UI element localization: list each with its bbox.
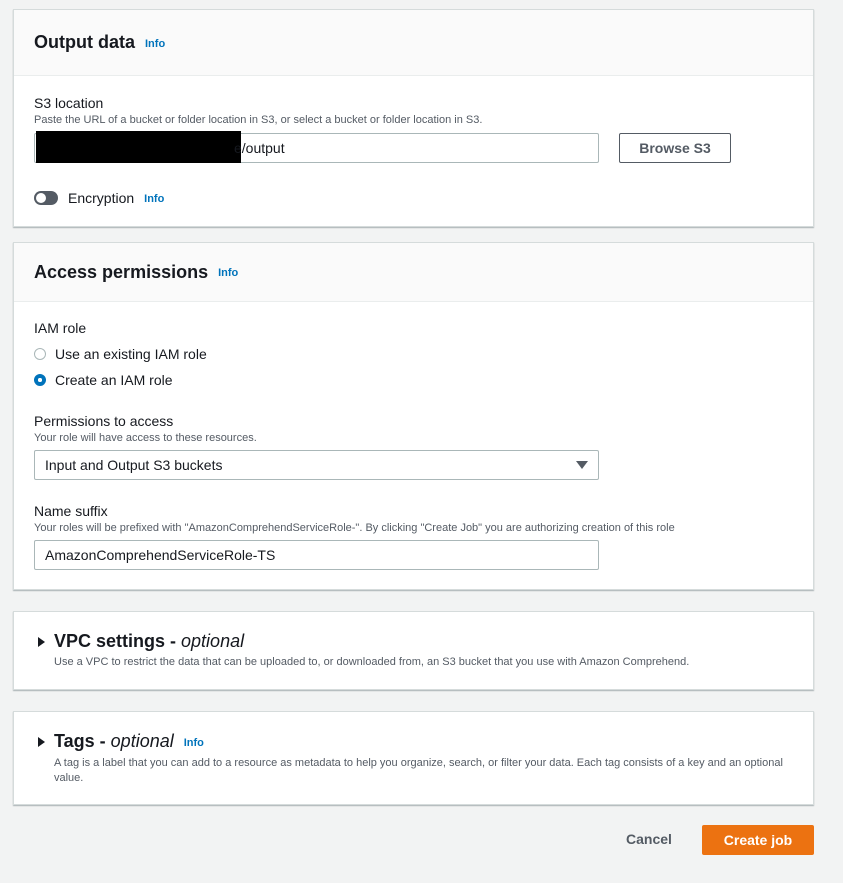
redaction-block bbox=[36, 131, 241, 163]
cancel-button[interactable]: Cancel bbox=[626, 831, 672, 847]
tags-desc: A tag is a label that you can add to a resource as metadata to help you organize, search, or filter your data. Each tag consists of a key and an optional value. bbox=[54, 757, 783, 784]
tags-info-link[interactable]: Info bbox=[183, 736, 204, 749]
access-permissions-panel bbox=[13, 242, 814, 590]
tags-panel bbox=[13, 711, 814, 805]
caret-down-icon bbox=[576, 461, 588, 469]
tags-optional: optional bbox=[110, 731, 174, 751]
iam-role-label: IAM role bbox=[34, 320, 87, 336]
name-suffix-desc: Your roles will be prefixed with "AmazonComprehendServiceRole-". By clicking "Create Job" you are authorizing creation of this role bbox=[34, 522, 675, 534]
output-data-panel bbox=[13, 9, 814, 227]
name-suffix-value: AmazonComprehendServiceRole-TS bbox=[45, 547, 276, 563]
vpc-settings-panel bbox=[13, 611, 814, 690]
browse-s3-button[interactable]: Browse S3 bbox=[619, 133, 731, 163]
output-data-title: Output data bbox=[34, 32, 135, 52]
caret-right-icon bbox=[38, 737, 45, 747]
tags-title bbox=[54, 731, 174, 752]
vpc-settings-desc: Use a VPC to restrict the data that can be uploaded to, or downloaded from, an S3 bucket that you use with Amazon Comprehend. bbox=[54, 656, 690, 668]
s3-location-label: S3 location bbox=[34, 95, 104, 111]
s3-location-desc: Paste the URL of a bucket or folder location in S3, or select a bucket or folder location in S3. bbox=[34, 114, 483, 126]
access-permissions-header bbox=[14, 243, 813, 302]
encryption-label: Encryption bbox=[68, 190, 135, 206]
access-permissions-info-link[interactable]: Info bbox=[218, 267, 239, 279]
access-permissions-title: Access permissions bbox=[34, 261, 209, 282]
vpc-settings-optional: optional bbox=[181, 631, 245, 651]
permissions-select-value: Input and Output S3 buckets bbox=[45, 457, 223, 473]
output-data-header bbox=[14, 10, 813, 76]
encryption-toggle[interactable] bbox=[34, 191, 58, 205]
tags-expander[interactable] bbox=[38, 731, 204, 752]
encryption-info-link[interactable]: Info bbox=[144, 193, 165, 205]
permissions-label: Permissions to access bbox=[34, 413, 174, 429]
radio-button-selected[interactable] bbox=[34, 374, 46, 386]
tags-title-text: Tags - bbox=[54, 731, 111, 751]
vpc-settings-title-text: VPC settings - bbox=[54, 631, 182, 651]
encryption-row bbox=[34, 190, 164, 206]
name-suffix-label: Name suffix bbox=[34, 503, 108, 519]
s3-location-input[interactable] bbox=[34, 133, 599, 163]
permissions-desc: Your role will have access to these resources. bbox=[34, 432, 257, 444]
vpc-settings-title bbox=[54, 631, 244, 652]
radio-create-role[interactable] bbox=[34, 372, 173, 388]
radio-label: Use an existing IAM role bbox=[55, 346, 207, 362]
output-data-info-link[interactable]: Info bbox=[145, 37, 166, 50]
permissions-select[interactable] bbox=[34, 450, 599, 480]
radio-use-existing-role[interactable] bbox=[34, 346, 207, 362]
name-suffix-input[interactable] bbox=[34, 540, 599, 570]
s3-location-value: e/output bbox=[234, 140, 285, 156]
create-job-button[interactable]: Create job bbox=[702, 825, 814, 855]
caret-right-icon bbox=[38, 637, 45, 647]
radio-button[interactable] bbox=[34, 348, 46, 360]
vpc-settings-expander[interactable] bbox=[38, 631, 244, 652]
radio-label: Create an IAM role bbox=[55, 372, 173, 388]
